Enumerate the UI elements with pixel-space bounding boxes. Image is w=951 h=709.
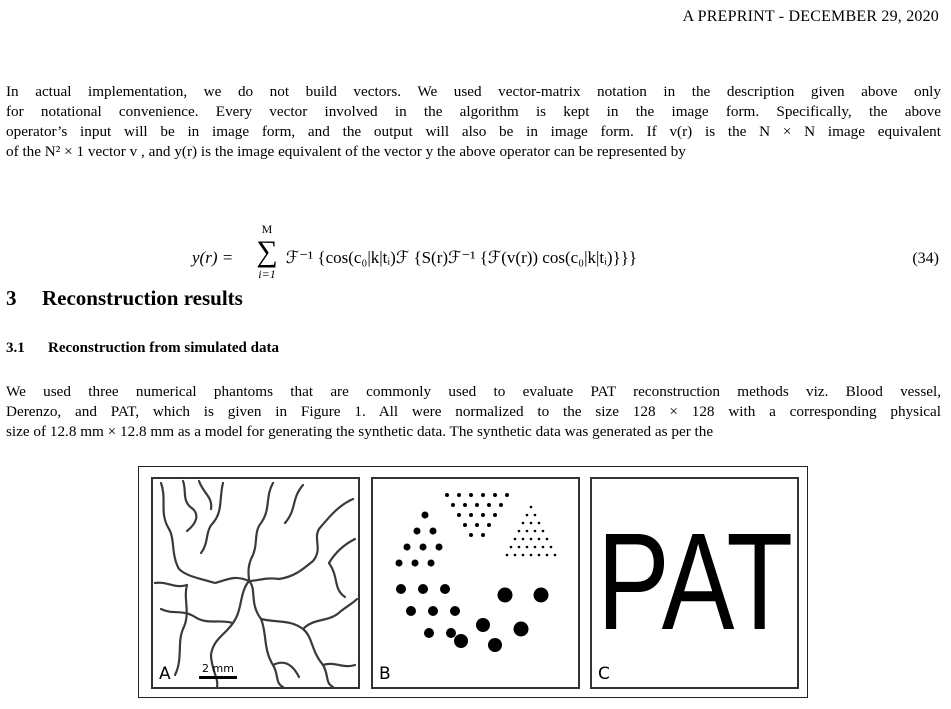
equation-body (192, 248, 637, 268)
panel-c-label: C (598, 664, 610, 684)
subsection-heading (6, 340, 279, 357)
scale-bar-label: 2 mm (202, 662, 234, 675)
running-header (683, 8, 939, 26)
blood-vessel-image (153, 479, 358, 687)
derenzo-image (373, 479, 578, 687)
paragraph-line: for notational convenience. Every vector involved in the algorithm is kept in the image form. Specifically, the above (6, 103, 941, 120)
section-number: 3 (6, 286, 17, 310)
pat-phantom-image (592, 479, 797, 687)
equation-34 (0, 222, 951, 292)
paragraph-line: Derenzo, and PAT, which is given in Figure 1. All were normalized to the size 128 × 128 with a corresponding physical (6, 403, 941, 420)
scale-bar-line (199, 676, 237, 679)
section-heading (6, 286, 243, 311)
scale-bar (199, 662, 237, 679)
paragraph-implementation (6, 82, 941, 162)
running-header-text: A PREPRINT - DECEMBER 29, 2020 (682, 8, 939, 25)
pat-phantom-text: PAT (597, 505, 793, 659)
paragraph-line: operator’s input will be in image form, and the output will also be in image form. If v(r) is the N × N image equivalent (6, 123, 941, 140)
panel-a-label: A (159, 664, 171, 684)
paragraph-line: of the N² × 1 vector v , and y(r) is the image equivalent of the vector y the above operator can be represented by (6, 143, 686, 160)
paragraph-phantoms (6, 382, 941, 442)
panel-b-label: B (379, 664, 391, 684)
equation-number: (34) (912, 250, 939, 267)
paragraph-line: size of 12.8 mm × 12.8 mm as a model for generating the synthetic data. The synthetic data was generated as per the (6, 423, 714, 440)
panel-pat (590, 477, 799, 689)
paragraph-line: In actual implementation, we do not build vectors. We used vector-matrix notation in the description given above only (6, 83, 941, 100)
subsection-title: Reconstruction from simulated data (48, 340, 279, 356)
equation-lhs: y(r) = (192, 248, 234, 267)
sum-upper-limit: M (261, 222, 273, 236)
panel-blood-vessel (151, 477, 360, 689)
panel-derenzo (371, 477, 580, 689)
figure-phantoms (138, 466, 808, 698)
equation-rhs: ℱ⁻¹ {cos(c₀|k|tᵢ)ℱ {S(r)ℱ⁻¹ {ℱ(v(r)) cos(c₀|k|tᵢ)}}} (285, 248, 638, 267)
sum-lower-limit: i=1 (258, 267, 276, 281)
section-title: Reconstruction results (42, 286, 243, 310)
subsection-number: 3.1 (6, 340, 25, 356)
paragraph-line: We used three numerical phantoms that are commonly used to evaluate PAT reconstruction methods viz. Blood vessel, (6, 383, 941, 400)
sigma-icon: ∑ (256, 235, 278, 268)
